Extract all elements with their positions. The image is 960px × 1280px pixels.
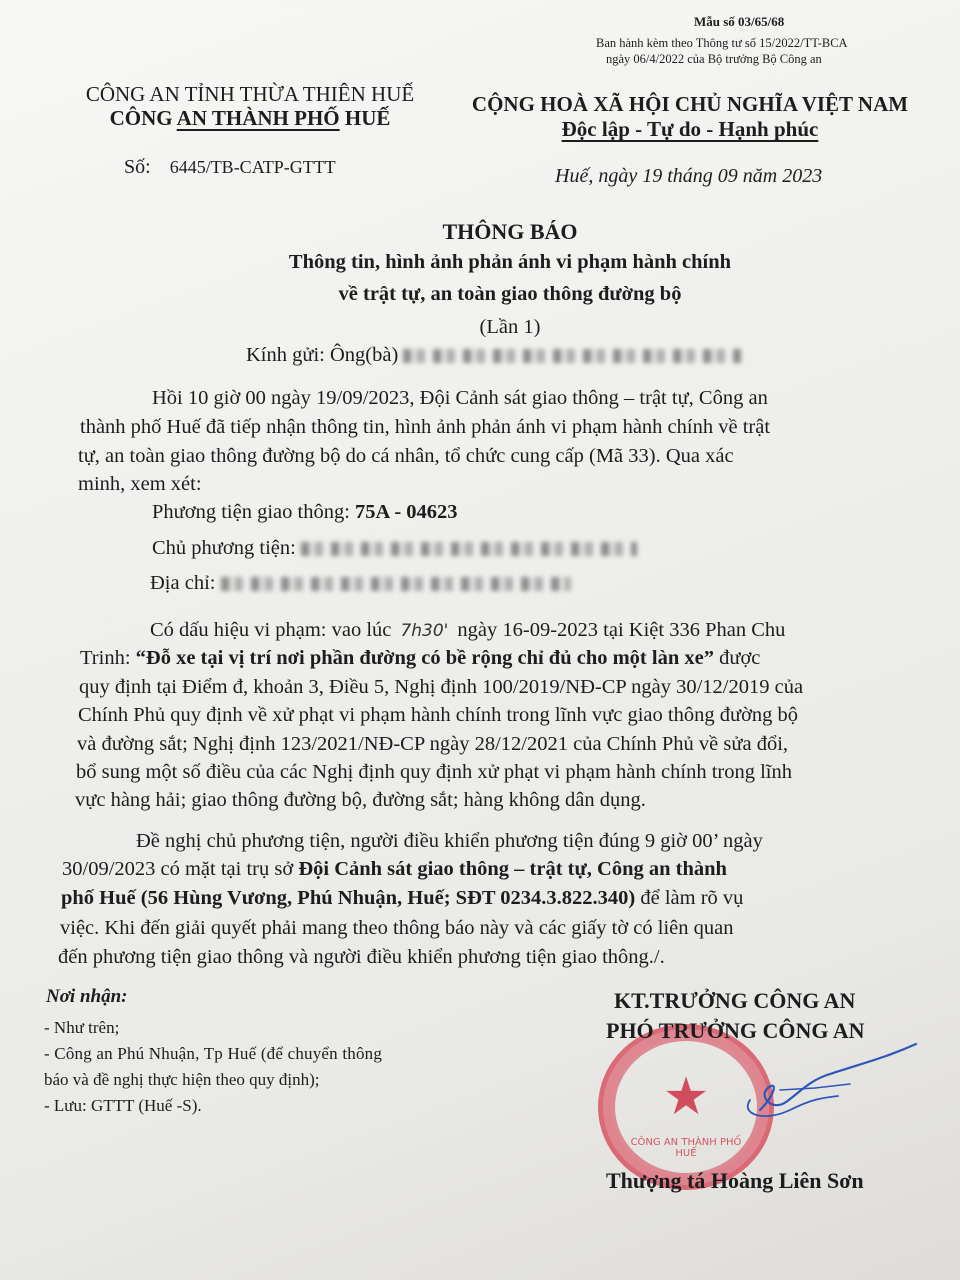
request-text: 30/09/2023 có mặt tại trụ sở (62, 858, 299, 880)
place-date: Huế, ngày 19 tháng 09 năm 2023 (555, 165, 823, 187)
signature-title-1: KT.TRƯỞNG CÔNG AN (614, 988, 856, 1013)
agency-name-pre: CÔNG (109, 106, 177, 130)
request-line (61, 887, 743, 910)
violation-tail: được (713, 647, 761, 669)
doc-number (124, 156, 336, 179)
violation-line-1 (150, 619, 785, 642)
violation-legal-line: Chính Phủ quy định về xử phạt vi phạm hành chính trong lĩnh vực giao thông đường bộ (78, 704, 799, 726)
form-number: Mẫu số 03/65/68 (694, 14, 785, 29)
vehicle-line (152, 501, 458, 524)
intro-line: Hồi 10 giờ 00 ngày 19/09/2023, Đội Cảnh sát giao thông – trật tự, Công an (152, 387, 768, 409)
stamp-text: CÔNG AN THÀNH PHỐ HUẾ (630, 1137, 742, 1159)
request-line: đến phương tiện giao thông và người điều khiển phương tiện giao thông./. (58, 946, 665, 968)
recipient-item: - Công an Phú Nhuận, Tp Huế (để chuyển thông (44, 1044, 383, 1063)
round-number: (Lần 1) (479, 316, 541, 338)
doc-number-value: 6445/TB-CATP-GTTT (169, 157, 336, 177)
agency-name-post: HUẾ (339, 106, 391, 130)
form-circular-line: Ban hành kèm theo Thông tư số 15/2022/TT-BCA (596, 36, 848, 50)
request-line: việc. Khi đến giải quyết phải mang theo thông báo này và các giấy tờ có liên quan (60, 917, 734, 939)
violation-line-2 (80, 647, 760, 670)
doc-number-label: Số: (124, 156, 151, 178)
request-line (62, 858, 727, 881)
star-icon: ★ (662, 1067, 710, 1127)
handwritten-signature (720, 1040, 920, 1130)
address-line (150, 572, 571, 595)
vehicle-plate: 75A - 04623 (355, 501, 458, 523)
recipient-item: báo và đề nghị thực hiện theo quy định); (44, 1070, 320, 1089)
intro-line: minh, xem xét: (78, 473, 202, 495)
redacted-address (221, 577, 571, 591)
violation-street: Trinh: (80, 647, 136, 669)
agency-name (60, 106, 440, 131)
signer-name: Thượng tá Hoàng Liên Sơn (606, 1168, 864, 1193)
owner-line (152, 537, 637, 560)
handwritten-time: 7h30' (400, 621, 449, 641)
violation-date-place: ngày 16-09-2023 tại Kiệt 336 Phan Chu (457, 619, 786, 641)
nation-name: CỘNG HOÀ XÃ HỘI CHỦ NGHĨA VIỆT NAM (471, 92, 909, 116)
parent-agency: CÔNG AN TỈNH THỪA THIÊN HUẾ (85, 82, 415, 106)
document-subtitle-2: về trật tự, an toàn giao thông đường bộ (338, 283, 682, 305)
recipients-label: Nơi nhận: (46, 986, 128, 1007)
request-text: để làm rõ vụ (635, 887, 744, 909)
nation-motto (460, 117, 920, 142)
request-office-address: phố Huế (56 Hùng Vương, Phú Nhuận, Huế; SĐT 0234.3.822.340) (61, 887, 636, 909)
recipient-item: - Lưu: GTTT (Huế -S). (44, 1096, 202, 1115)
recipient-line (246, 344, 741, 367)
violation-legal-line: bổ sung một số điều của các Nghị định quy định xử phạt vi phạm hành chính trong lĩnh (76, 761, 792, 783)
redacted-owner-name (301, 542, 637, 556)
violation-legal-line: quy định tại Điểm đ, khoản 3, Điều 5, Nghị định 100/2019/NĐ-CP ngày 30/12/2019 của (79, 676, 804, 698)
form-date-line: ngày 06/4/2022 của Bộ trưởng Bộ Công an (606, 52, 822, 66)
document-subtitle-1: Thông tin, hình ảnh phản ánh vi phạm hành chính (288, 251, 732, 273)
violation-legal-line: vực hàng hải; giao thông đường bộ, đường sắt; hàng không dân dụng. (75, 789, 646, 811)
recipient-label: Kính gửi: Ông(bà) (246, 344, 399, 366)
recipient-item: - Như trên; (44, 1018, 120, 1037)
document-title: THÔNG BÁO (442, 219, 578, 244)
intro-line: tự, an toàn giao thông đường bộ do cá nhân, tổ chức cung cấp (Mã 33). Qua xác (78, 445, 734, 467)
agency-name-mid: AN THÀNH PHỐ (176, 106, 340, 130)
violation-description: “Đỗ xe tại vị trí nơi phần đường có bề rộng chỉ đủ cho một làn xe” (135, 647, 714, 669)
intro-line: thành phố Huế đã tiếp nhận thông tin, hình ảnh phản ánh vi phạm hành chính về trật (80, 416, 771, 438)
request-office: Đội Cảnh sát giao thông – trật tự, Công an thành (298, 858, 727, 880)
nation-motto-text: Độc lập - Tự do - Hạnh phúc (561, 117, 819, 141)
signature-title-2: PHÓ TRƯỞNG CÔNG AN (606, 1018, 865, 1043)
address-label: Địa chỉ: (150, 572, 216, 594)
request-line: Đề nghị chủ phương tiện, người điều khiển phương tiện đúng 9 giờ 00’ ngày (136, 830, 763, 852)
redacted-recipient-name (403, 349, 741, 363)
violation-legal-line: và đường sắt; Nghị định 123/2021/NĐ-CP ngày 28/12/2021 của Chính Phủ về sửa đổi, (77, 733, 789, 755)
violation-lead: Có dấu hiệu vi phạm: vao lúc (150, 619, 392, 641)
vehicle-label: Phương tiện giao thông: (152, 501, 356, 523)
owner-label: Chủ phương tiện: (152, 537, 296, 559)
